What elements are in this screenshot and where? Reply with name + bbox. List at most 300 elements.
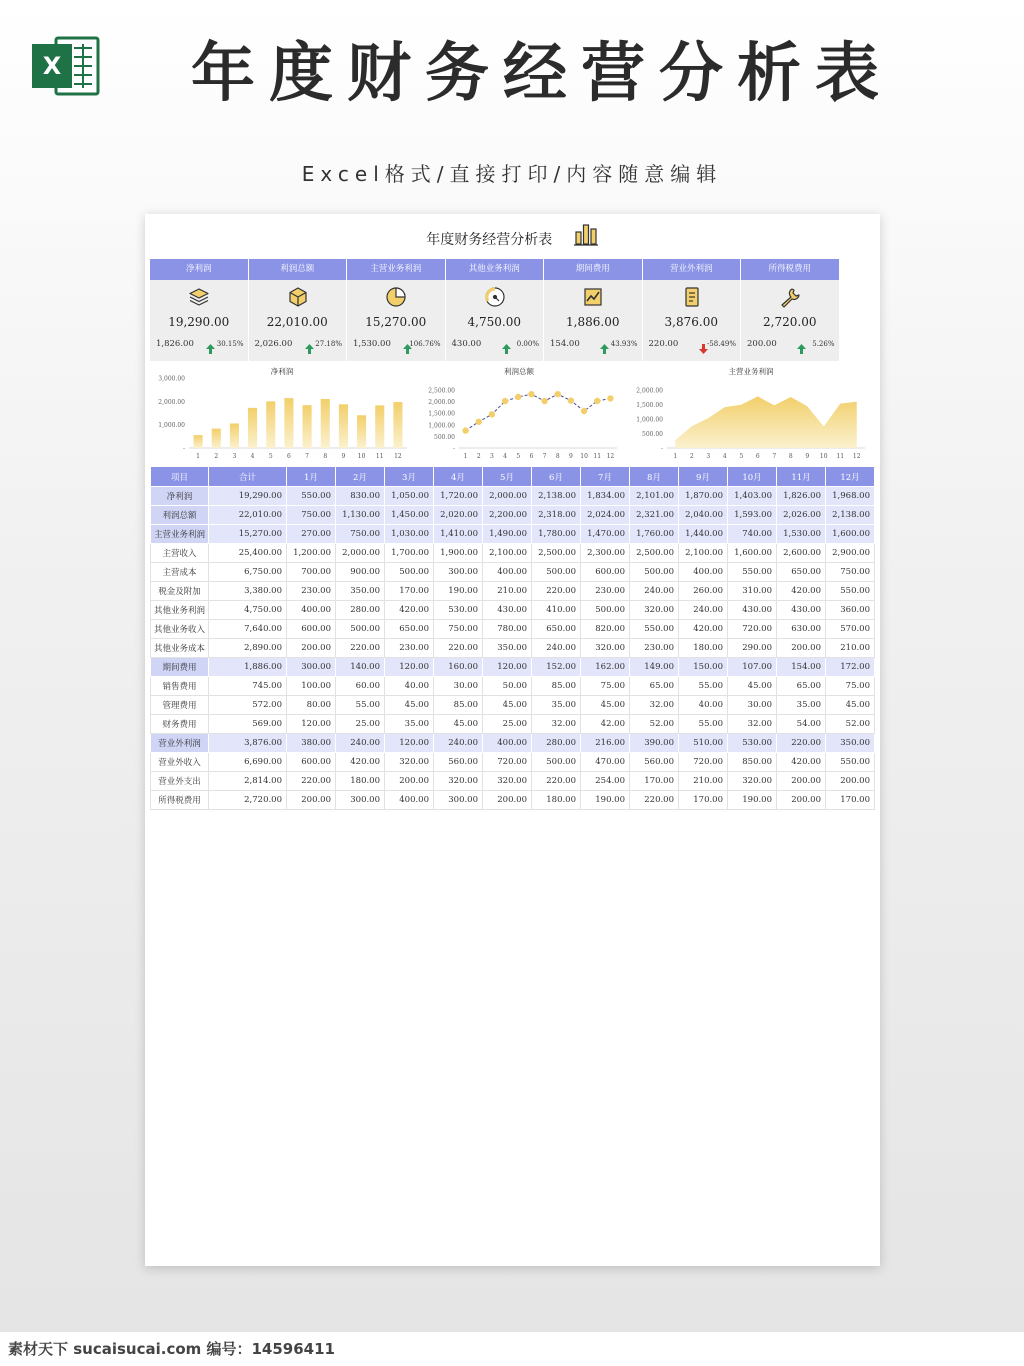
table-cell: 750.00 — [826, 563, 875, 582]
table-cell: 745.00 — [209, 677, 287, 696]
row-label: 其他业务利润 — [151, 601, 209, 620]
data-point — [568, 397, 574, 403]
kpi-card — [249, 259, 347, 361]
data-point — [462, 427, 468, 433]
table-cell: 55.00 — [679, 715, 728, 734]
table-cell: 32.00 — [532, 715, 581, 734]
table-cell: 320.00 — [581, 639, 630, 658]
x-tick-label: 7 — [772, 453, 777, 460]
table-cell: 470.00 — [581, 753, 630, 772]
data-point — [594, 398, 600, 404]
column-header: 4月 — [434, 467, 483, 487]
table-cell: 1,826.00 — [777, 487, 826, 506]
data-point — [476, 419, 482, 425]
table-cell: 65.00 — [777, 677, 826, 696]
table-cell: 2,500.00 — [630, 544, 679, 563]
kpi-percent: 43.93% — [610, 340, 638, 348]
table-body — [151, 487, 875, 810]
table-cell: 65.00 — [630, 677, 679, 696]
x-tick-label: 8 — [555, 453, 560, 460]
table-cell: 45.00 — [434, 715, 483, 734]
table-cell: 7,640.00 — [209, 620, 287, 639]
table-row — [151, 620, 875, 639]
kpi-percent: 106.76% — [409, 340, 441, 348]
table-cell: 550.00 — [826, 582, 875, 601]
table-cell: 300.00 — [434, 791, 483, 810]
table-cell: 400.00 — [287, 601, 336, 620]
bar — [266, 401, 275, 448]
table-cell: 220.00 — [532, 582, 581, 601]
table-cell: 1,440.00 — [679, 525, 728, 544]
table-cell: 720.00 — [679, 753, 728, 772]
y-tick-label: 1,000.00 — [636, 416, 663, 424]
x-tick-label: 2 — [476, 453, 481, 460]
bar — [357, 415, 366, 448]
table-cell: 220.00 — [630, 791, 679, 810]
row-label: 其他业务成本 — [151, 639, 209, 658]
table-cell: 35.00 — [777, 696, 826, 715]
kpi-card — [446, 259, 544, 361]
table-cell: 6,750.00 — [209, 563, 287, 582]
bar — [194, 435, 203, 448]
table-cell: 2,900.00 — [826, 544, 875, 563]
table-cell: 1,490.00 — [483, 525, 532, 544]
column-header: 7月 — [581, 467, 630, 487]
x-tick-label: 1 — [196, 453, 200, 460]
table-cell: 650.00 — [385, 620, 434, 639]
table-cell: 780.00 — [483, 620, 532, 639]
table-cell: 2,000.00 — [483, 487, 532, 506]
table-cell: 240.00 — [434, 734, 483, 753]
bar-chart-icon — [573, 222, 599, 257]
column-header: 9月 — [679, 467, 728, 487]
table-cell: 240.00 — [679, 601, 728, 620]
table-cell: 600.00 — [581, 563, 630, 582]
column-header: 2月 — [336, 467, 385, 487]
data-table — [150, 466, 875, 810]
table-row — [151, 487, 875, 506]
y-tick-label: 1,000.00 — [158, 422, 185, 430]
table-cell: 45.00 — [728, 677, 777, 696]
x-tick-label: 2 — [214, 453, 219, 460]
table-cell: 830.00 — [336, 487, 385, 506]
table-cell: 560.00 — [630, 753, 679, 772]
table-cell: 200.00 — [777, 639, 826, 658]
table-cell: 220.00 — [777, 734, 826, 753]
column-header: 3月 — [385, 467, 434, 487]
table-cell: 2,500.00 — [532, 544, 581, 563]
table-cell: 360.00 — [826, 601, 875, 620]
x-tick-label: 3 — [706, 453, 711, 460]
table-cell: 430.00 — [777, 601, 826, 620]
y-tick-label: - — [182, 445, 185, 453]
x-tick-label: 9 — [805, 453, 810, 460]
table-cell: 2,101.00 — [630, 487, 679, 506]
x-tick-label: 5 — [268, 453, 273, 460]
column-header: 11月 — [777, 467, 826, 487]
table-cell: 900.00 — [336, 563, 385, 582]
table-cell: 55.00 — [679, 677, 728, 696]
kpi-previous: 1,826.00 — [156, 339, 194, 349]
table-cell: 630.00 — [777, 620, 826, 639]
table-cell: 2,600.00 — [777, 544, 826, 563]
table-cell: 35.00 — [532, 696, 581, 715]
table-cell: 2,020.00 — [434, 506, 483, 525]
table-cell: 600.00 — [287, 753, 336, 772]
column-header: 5月 — [483, 467, 532, 487]
table-cell: 30.00 — [728, 696, 777, 715]
x-tick-label: 9 — [569, 453, 573, 460]
column-header: 8月 — [630, 467, 679, 487]
column-header: 项目 — [151, 467, 209, 487]
table-cell: 200.00 — [287, 639, 336, 658]
bar — [212, 429, 221, 448]
row-label: 营业外支出 — [151, 772, 209, 791]
bar — [284, 398, 293, 448]
kpi-row — [150, 259, 876, 361]
x-tick-label: 6 — [755, 453, 760, 460]
row-label: 其他业务收入 — [151, 620, 209, 639]
bar — [303, 405, 312, 448]
table-cell: 700.00 — [287, 563, 336, 582]
y-tick-label: 2,000.00 — [428, 399, 455, 407]
table-cell: 52.00 — [826, 715, 875, 734]
x-tick-label: 4 — [250, 453, 255, 460]
table-cell: 210.00 — [483, 582, 532, 601]
table-row — [151, 734, 875, 753]
bar — [248, 408, 257, 448]
pie-icon — [385, 286, 407, 308]
table-cell: 750.00 — [434, 620, 483, 639]
column-header: 合计 — [209, 467, 287, 487]
x-tick-label: 12 — [852, 453, 861, 460]
table-cell: 210.00 — [826, 639, 875, 658]
kpi-percent: 5.26% — [812, 340, 835, 348]
table-cell: 32.00 — [630, 696, 679, 715]
table-cell: 120.00 — [483, 658, 532, 677]
row-label: 净利润 — [151, 487, 209, 506]
table-row — [151, 563, 875, 582]
y-tick-label: 1,500.00 — [636, 402, 663, 409]
column-header: 1月 — [287, 467, 336, 487]
x-tick-label: 12 — [606, 453, 615, 460]
x-tick-label: 6 — [287, 453, 291, 460]
table-cell: 1,403.00 — [728, 487, 777, 506]
table-cell: 120.00 — [385, 658, 434, 677]
table-cell: 530.00 — [434, 601, 483, 620]
table-cell: 80.00 — [287, 696, 336, 715]
data-point — [541, 398, 547, 404]
table-cell: 1,870.00 — [679, 487, 728, 506]
table-cell: 1,600.00 — [728, 544, 777, 563]
table-cell: 25.00 — [483, 715, 532, 734]
y-tick-label: 500.00 — [642, 431, 663, 438]
x-tick-label: 6 — [529, 453, 534, 460]
table-cell: 1,130.00 — [336, 506, 385, 525]
table-row — [151, 525, 875, 544]
x-tick-label: 11 — [836, 453, 845, 460]
table-cell: 1,410.00 — [434, 525, 483, 544]
bar — [375, 405, 384, 448]
table-cell: 230.00 — [287, 582, 336, 601]
x-tick-label: 10 — [580, 453, 588, 460]
table-cell: 149.00 — [630, 658, 679, 677]
table-cell: 300.00 — [287, 658, 336, 677]
y-tick-label: 500.00 — [434, 433, 455, 441]
x-tick-label: 8 — [788, 453, 793, 460]
table-cell: 25.00 — [336, 715, 385, 734]
table-cell: 200.00 — [287, 791, 336, 810]
table-cell: 75.00 — [826, 677, 875, 696]
net-profit-bar-chart — [147, 364, 413, 464]
table-cell: 120.00 — [287, 715, 336, 734]
table-row — [151, 753, 875, 772]
kpi-label: 利润总额 — [249, 259, 347, 280]
table-cell: 160.00 — [434, 658, 483, 677]
column-header: 12月 — [826, 467, 875, 487]
table-cell: 200.00 — [826, 772, 875, 791]
chart-title: 主营业务利润 — [728, 367, 774, 376]
y-tick-label: - — [660, 445, 663, 453]
wrench-icon — [779, 286, 801, 308]
table-cell: 500.00 — [385, 563, 434, 582]
kpi-value: 1,886.00 — [566, 315, 620, 329]
kpi-previous: 220.00 — [648, 339, 679, 349]
table-cell: 260.00 — [679, 582, 728, 601]
column-header: 10月 — [728, 467, 777, 487]
table-cell: 420.00 — [777, 753, 826, 772]
table-cell: 85.00 — [532, 677, 581, 696]
x-tick-label: 12 — [394, 453, 402, 460]
cube-icon — [287, 286, 309, 308]
table-cell: 750.00 — [287, 506, 336, 525]
table-cell: 216.00 — [581, 734, 630, 753]
table-cell: 500.00 — [532, 563, 581, 582]
table-cell: 650.00 — [532, 620, 581, 639]
table-cell: 720.00 — [483, 753, 532, 772]
table-cell: 320.00 — [385, 753, 434, 772]
table-cell: 85.00 — [434, 696, 483, 715]
page-subtitle: Excel格式/直接打印/内容随意编辑 — [301, 162, 723, 186]
table-cell: 52.00 — [630, 715, 679, 734]
table-cell: 1,886.00 — [209, 658, 287, 677]
table-cell: 300.00 — [336, 791, 385, 810]
table-cell: 1,600.00 — [826, 525, 875, 544]
table-cell: 220.00 — [434, 639, 483, 658]
x-tick-label: 4 — [503, 453, 507, 460]
table-cell: 1,700.00 — [385, 544, 434, 563]
table-cell: 1,030.00 — [385, 525, 434, 544]
table-cell: 152.00 — [532, 658, 581, 677]
table-cell: 420.00 — [777, 582, 826, 601]
table-cell: 2,100.00 — [483, 544, 532, 563]
excel-logo-icon — [30, 30, 102, 102]
table-cell: 220.00 — [287, 772, 336, 791]
table-cell: 230.00 — [385, 639, 434, 658]
table-cell: 430.00 — [483, 601, 532, 620]
table-cell: 170.00 — [630, 772, 679, 791]
table-cell: 60.00 — [336, 677, 385, 696]
kpi-previous: 200.00 — [747, 339, 777, 349]
arrow-up-icon — [600, 339, 609, 349]
bar — [339, 404, 348, 448]
table-cell: 280.00 — [532, 734, 581, 753]
table-cell: 1,760.00 — [630, 525, 679, 544]
kpi-previous: 2,026.00 — [254, 339, 293, 349]
kpi-value: 15,270.00 — [365, 315, 427, 329]
table-cell: 3,380.00 — [209, 582, 287, 601]
table-cell: 254.00 — [581, 772, 630, 791]
table-cell: 2,024.00 — [581, 506, 630, 525]
data-point — [489, 411, 495, 417]
x-tick-label: 11 — [375, 453, 384, 460]
table-cell: 390.00 — [630, 734, 679, 753]
table-row — [151, 791, 875, 810]
sheet-title — [145, 222, 880, 252]
arrow-up-icon — [206, 339, 215, 349]
table-cell: 3,876.00 — [209, 734, 287, 753]
x-tick-label: 9 — [341, 453, 346, 460]
table-cell: 200.00 — [385, 772, 434, 791]
table-cell: 42.00 — [581, 715, 630, 734]
table-cell: 350.00 — [483, 639, 532, 658]
table-cell: 1,530.00 — [777, 525, 826, 544]
table-cell: 740.00 — [728, 525, 777, 544]
kpi-previous: 430.00 — [451, 339, 482, 349]
bar — [393, 402, 402, 448]
table-cell: 19,290.00 — [209, 487, 287, 506]
x-tick-label: 1 — [673, 453, 678, 460]
table-cell: 400.00 — [385, 791, 434, 810]
table-cell: 420.00 — [336, 753, 385, 772]
table-cell: 4,750.00 — [209, 601, 287, 620]
table-cell: 1,780.00 — [532, 525, 581, 544]
chart-title: 利润总额 — [504, 367, 534, 376]
x-tick-label: 8 — [323, 453, 328, 460]
table-cell: 240.00 — [336, 734, 385, 753]
table-cell: 600.00 — [287, 620, 336, 639]
table-cell: 220.00 — [336, 639, 385, 658]
document-icon — [681, 286, 703, 308]
row-label: 营业外利润 — [151, 734, 209, 753]
table-cell: 320.00 — [728, 772, 777, 791]
table-cell: 350.00 — [336, 582, 385, 601]
table-cell: 180.00 — [336, 772, 385, 791]
table-cell: 569.00 — [209, 715, 287, 734]
table-cell: 1,200.00 — [287, 544, 336, 563]
chart-title: 净利润 — [270, 367, 294, 376]
table-row — [151, 658, 875, 677]
kpi-value: 22,010.00 — [266, 315, 328, 329]
table-cell: 15,270.00 — [209, 525, 287, 544]
table-cell: 154.00 — [777, 658, 826, 677]
bar — [230, 424, 239, 449]
page-title: 年度财务经营分析表 — [191, 37, 893, 111]
data-point — [528, 391, 534, 397]
table-cell: 190.00 — [581, 791, 630, 810]
series-line — [466, 394, 611, 430]
x-tick-label: 11 — [593, 453, 602, 460]
table-cell: 170.00 — [385, 582, 434, 601]
table-cell: 2,321.00 — [630, 506, 679, 525]
table-cell: 320.00 — [434, 772, 483, 791]
table-cell: 45.00 — [385, 696, 434, 715]
kpi-card — [150, 259, 248, 361]
table-cell: 22,010.00 — [209, 506, 287, 525]
kpi-label: 净利润 — [150, 259, 248, 280]
table-cell: 200.00 — [483, 791, 532, 810]
row-label: 期间费用 — [151, 658, 209, 677]
x-tick-label: 3 — [490, 453, 494, 460]
table-row — [151, 715, 875, 734]
table-cell: 45.00 — [826, 696, 875, 715]
watermark-footer: 素材天下 sucaisucai.com 编号：14596411 — [0, 1332, 1024, 1366]
layers-icon — [188, 286, 210, 308]
table-cell: 2,138.00 — [532, 487, 581, 506]
table-cell: 2,026.00 — [777, 506, 826, 525]
bar — [321, 399, 330, 448]
table-cell: 32.00 — [728, 715, 777, 734]
kpi-label: 营业外利润 — [643, 259, 741, 280]
table-cell: 430.00 — [728, 601, 777, 620]
table-cell: 500.00 — [581, 601, 630, 620]
table-cell: 2,100.00 — [679, 544, 728, 563]
table-row — [151, 582, 875, 601]
table-cell: 100.00 — [287, 677, 336, 696]
arrow-up-icon — [305, 339, 314, 349]
arrow-up-icon — [502, 339, 511, 349]
table-cell: 35.00 — [385, 715, 434, 734]
table-cell: 550.00 — [728, 563, 777, 582]
table-cell: 1,968.00 — [826, 487, 875, 506]
table-cell: 50.00 — [483, 677, 532, 696]
table-cell: 1,720.00 — [434, 487, 483, 506]
row-label: 所得税费用 — [151, 791, 209, 810]
sheet-title-text: 年度财务经营分析表 — [426, 231, 553, 248]
table-cell: 54.00 — [777, 715, 826, 734]
table-cell: 230.00 — [581, 582, 630, 601]
kpi-card — [544, 259, 642, 361]
row-label: 销售费用 — [151, 677, 209, 696]
table-cell: 40.00 — [679, 696, 728, 715]
data-point — [607, 395, 613, 401]
table-cell: 550.00 — [630, 620, 679, 639]
data-point — [581, 408, 587, 414]
gauge-icon — [484, 286, 506, 308]
table-cell: 570.00 — [826, 620, 875, 639]
table-row — [151, 544, 875, 563]
table-cell: 550.00 — [826, 753, 875, 772]
table-cell: 720.00 — [728, 620, 777, 639]
table-row — [151, 696, 875, 715]
table-cell: 400.00 — [679, 563, 728, 582]
kpi-percent: 0.00% — [516, 340, 539, 348]
y-tick-label: 1,000.00 — [428, 422, 455, 430]
row-label: 税金及附加 — [151, 582, 209, 601]
table-cell: 530.00 — [728, 734, 777, 753]
kpi-label: 所得税费用 — [741, 259, 839, 280]
table-cell: 200.00 — [777, 772, 826, 791]
x-tick-label: 7 — [542, 453, 547, 460]
kpi-value: 4,750.00 — [467, 315, 521, 329]
table-cell: 230.00 — [630, 639, 679, 658]
table-cell: 310.00 — [728, 582, 777, 601]
x-tick-label: 1 — [463, 453, 468, 460]
column-header: 6月 — [532, 467, 581, 487]
table-cell: 1,450.00 — [385, 506, 434, 525]
table-cell: 380.00 — [287, 734, 336, 753]
table-cell: 45.00 — [483, 696, 532, 715]
